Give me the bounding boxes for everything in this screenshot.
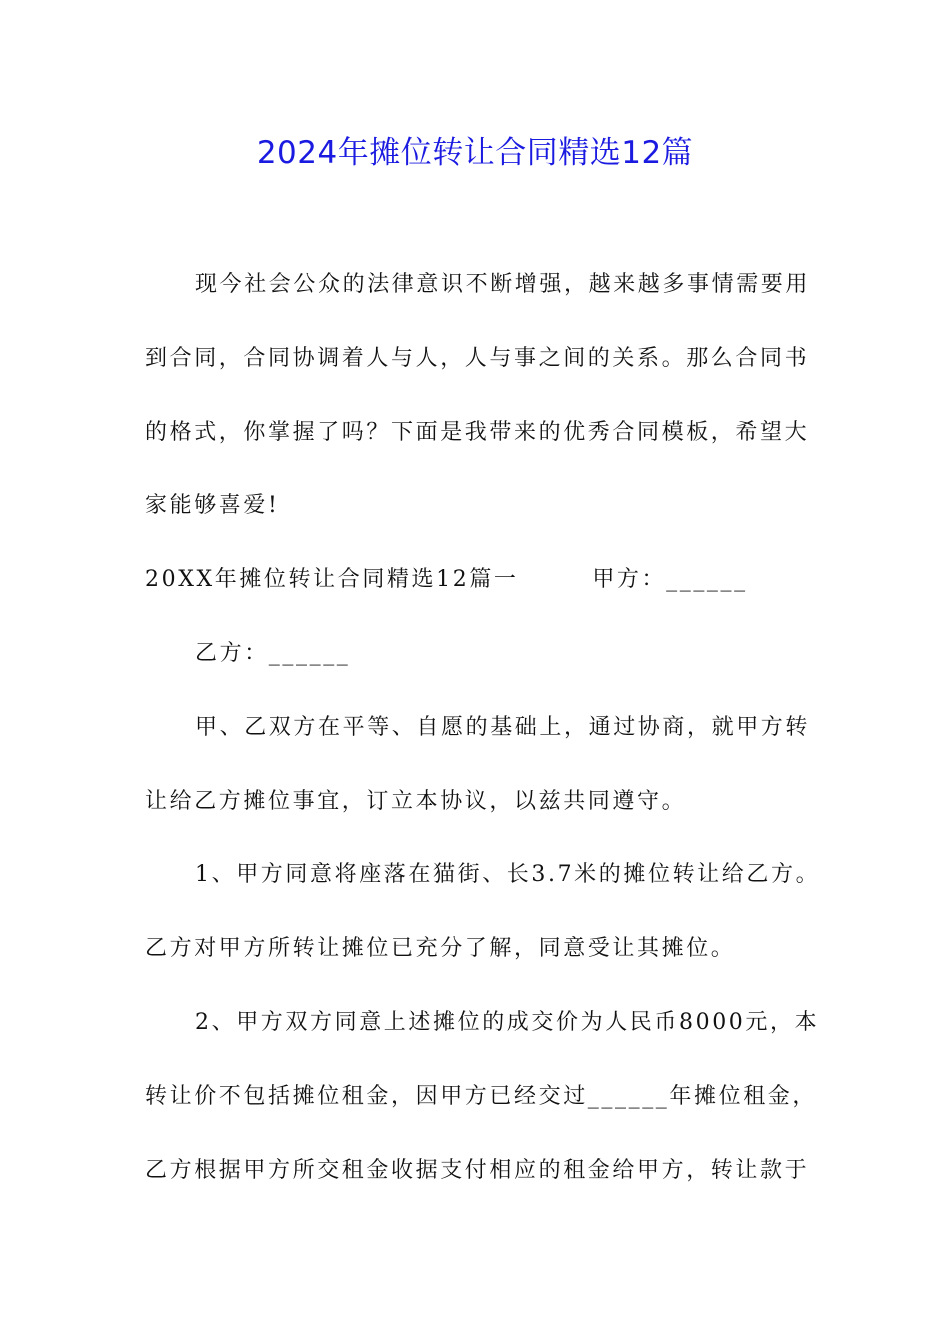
party-b-line: 乙方：______ [195,640,351,666]
clause-line: 乙方根据甲方所交租金收据支付相应的租金给甲方，转让款于 [145,1157,810,1183]
paragraph-line: 到合同，合同协调着人与人，人与事之间的关系。那么合同书 [145,345,810,371]
document-body [145,263,821,1222]
paragraph-line: 让给乙方摊位事宜，订立本协议，以兹共同遵守。 [145,788,687,814]
paragraph-line: 现今社会公众的法律意识不断增强，越来越多事情需要用 [195,272,811,297]
clause-line: 乙方对甲方所转让摊位已充分了解，同意受让其摊位。 [145,936,736,962]
clause-line: 转让价不包括摊位租金，因甲方已经交过______年摊位租金， [145,1083,818,1109]
paragraph-line: 的格式，你掌握了吗？下面是我带来的优秀合同模板，希望大 [145,419,810,445]
paragraph-line: 家能够喜爱! [145,493,280,519]
clause-line: 1、甲方同意将座落在猫街、长3.7米的摊位转让给乙方。 [195,862,821,888]
clause-line: 2、甲方双方同意上述摊位的成交价为人民币8000元，本 [195,1009,820,1035]
paragraph-line: 甲、乙双方在平等、自愿的基础上，通过协商，就甲方转 [195,714,811,740]
section-heading-line: 20XX年摊位转让合同精选12篇一 甲方：______ [145,567,748,593]
document-title: 2024年摊位转让合同精选12篇 [256,135,694,171]
